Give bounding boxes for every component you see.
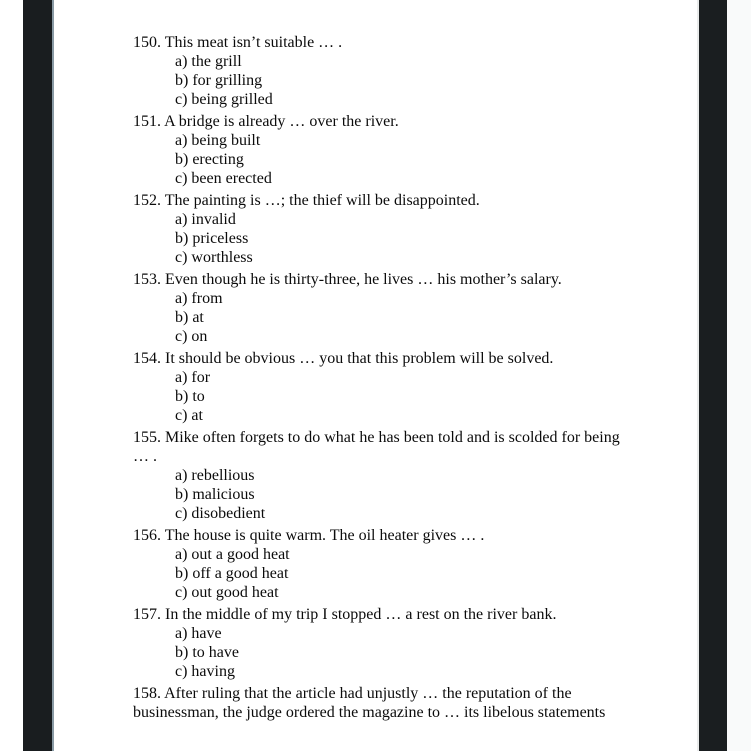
option-item: c) at [175,407,203,424]
option-item: a) out a good heat [175,546,290,563]
options-group [175,466,693,523]
option-item: b) malicious [175,486,255,503]
scan-border-right [697,0,727,751]
options-group [175,52,693,109]
option-item: c) having [175,663,235,680]
option-item: c) worthless [175,249,253,266]
option-item: a) being built [175,132,261,149]
option-item: a) rebellious [175,467,255,484]
question-text: 154. It should be obvious … you that this problem will be solved. [133,350,554,367]
option-item: a) invalid [175,211,236,228]
option-item: c) been erected [175,170,272,187]
question-text: 152. The painting is …; the thief will be disappointed. [133,192,480,209]
question-text: 153. Even though he is thirty-three, he lives … his mother’s salary. [133,271,562,288]
option-item: a) the grill [175,53,242,70]
option-item: b) for grilling [175,72,263,89]
option-item: b) off a good heat [175,565,289,582]
question-text: 157. In the middle of my trip I stopped … a rest on the river bank. [133,606,557,623]
question-text-line2: businessman, the judge ordered the magazine to … its libelous statements [133,704,606,721]
option-item: c) disobedient [175,505,266,522]
options-group [175,545,693,602]
option-item: c) on [175,328,208,345]
option-item: a) have [175,625,222,642]
question-text: 150. This meat isn’t suitable … . [133,34,343,51]
question-block-157 [133,605,693,681]
question-block-150 [133,33,693,109]
question-block-158 [133,684,693,722]
option-item: b) at [175,309,204,326]
options-group [175,624,693,681]
option-item: b) priceless [175,230,249,247]
question-text: 158. After ruling that the article had unjustly … the reputation of the [133,685,572,702]
scan-edge-strip [727,0,751,751]
option-item: a) from [175,290,223,307]
question-list [133,33,693,725]
options-group [175,289,693,346]
option-item: b) to have [175,644,239,661]
question-text: 151. A bridge is already … over the river. [133,113,399,130]
option-item: b) to [175,388,205,405]
question-block-153 [133,270,693,346]
question-block-152 [133,191,693,267]
question-text-line2: … . [133,448,157,465]
question-block-151 [133,112,693,188]
option-item: c) out good heat [175,584,279,601]
question-block-156 [133,526,693,602]
question-block-155 [133,428,693,523]
option-item: b) erecting [175,151,244,168]
options-group [175,210,693,267]
scan-border-left [23,0,54,751]
question-text: 155. Mike often forgets to do what he has been told and is scolded for being [133,429,620,446]
question-text: 156. The house is quite warm. The oil heater gives … . [133,527,485,544]
question-block-154 [133,349,693,425]
options-group [175,368,693,425]
option-item: a) for [175,369,211,386]
options-group [175,131,693,188]
option-item: c) being grilled [175,91,273,108]
